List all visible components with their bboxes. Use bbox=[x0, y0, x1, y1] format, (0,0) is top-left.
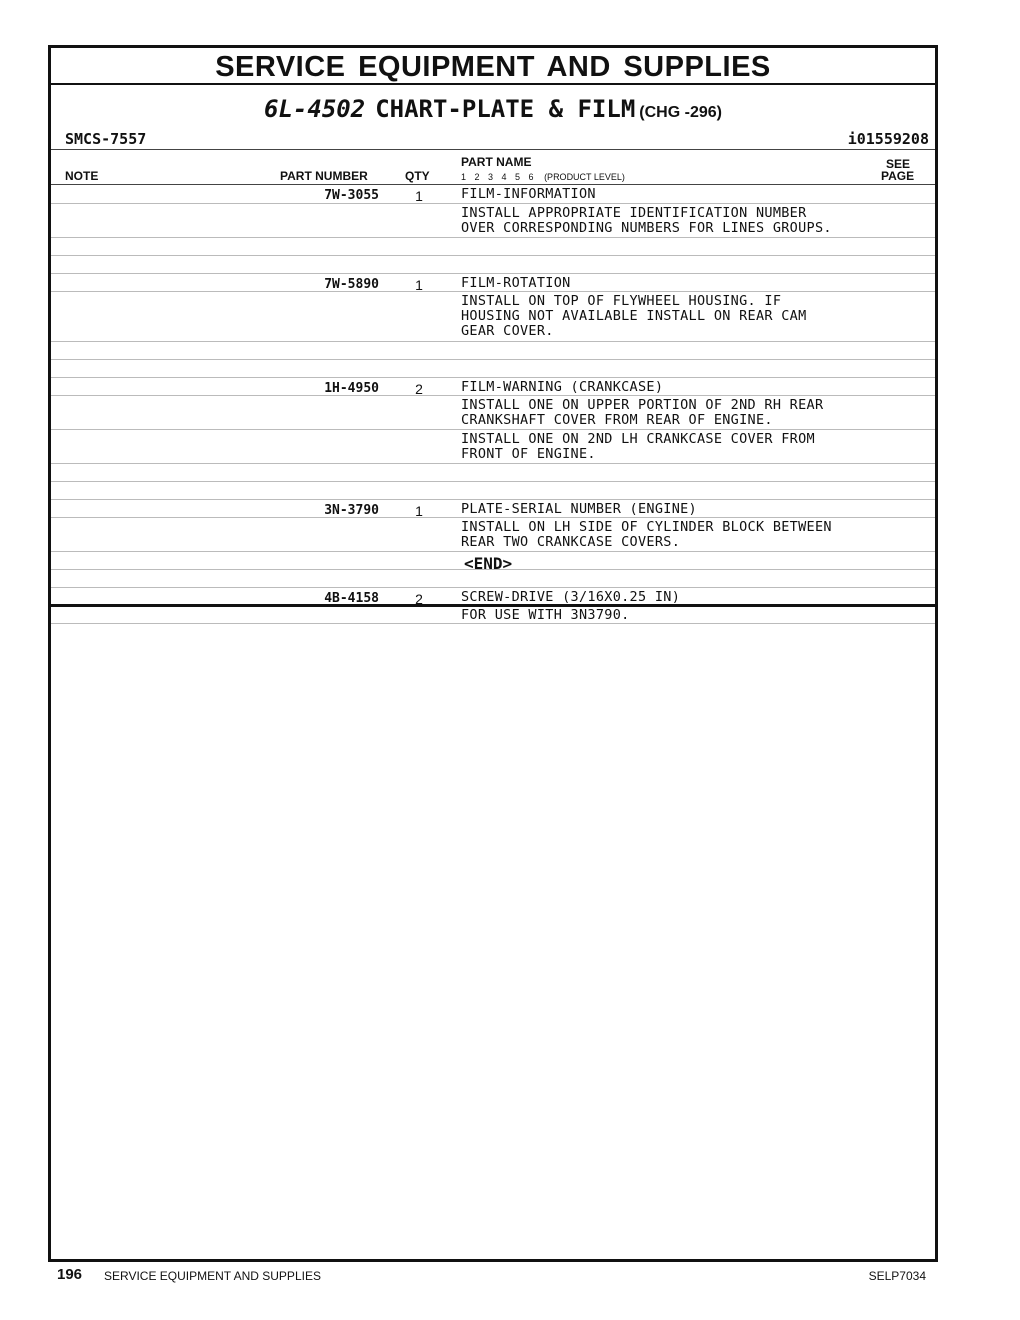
part-note: INSTALL APPROPRIATE IDENTIFICATION NUMBER OVER CORRESPONDING NUMBERS FOR LINES GROUPS. bbox=[461, 205, 832, 236]
part-note: FOR USE WITH 3N3790. bbox=[461, 607, 630, 623]
part-qty: 1 bbox=[415, 188, 423, 204]
part-note: INSTALL ON TOP OF FLYWHEEL HOUSING. IF HOUSING NOT AVAILABLE INSTALL ON REAR CAM GEAR COVER. bbox=[461, 293, 807, 339]
product-level-numbers: 1 2 3 4 5 6 bbox=[461, 172, 534, 182]
part-note: INSTALL ON LH SIDE OF CYLINDER BLOCK BETWEEN REAR TWO CRANKCASE COVERS. bbox=[461, 519, 832, 550]
part-name: PLATE-SERIAL NUMBER (ENGINE) bbox=[461, 501, 697, 517]
smcs-code: SMCS-7557 bbox=[65, 130, 147, 148]
part-number: 7W-5890 bbox=[324, 277, 379, 292]
illustration-id: i01559208 bbox=[847, 130, 929, 148]
part-note: INSTALL ONE ON 2ND LH CRANKCASE COVER FROM FRONT OF ENGINE. bbox=[461, 431, 815, 462]
footer-section: SERVICE EQUIPMENT AND SUPPLIES bbox=[104, 1269, 321, 1283]
page-title: SERVICE EQUIPMENT AND SUPPLIES bbox=[51, 48, 935, 85]
spacer-row bbox=[51, 482, 935, 500]
table-row bbox=[51, 185, 935, 204]
group-number: 6L-4502 bbox=[264, 95, 366, 123]
part-name: FILM-INFORMATION bbox=[461, 186, 596, 202]
part-qty: 1 bbox=[415, 503, 423, 519]
col-part-name: PART NAME bbox=[461, 155, 532, 169]
spacer-row bbox=[51, 342, 935, 360]
end-marker: <END> bbox=[464, 554, 513, 573]
spacer-row bbox=[51, 360, 935, 378]
page-frame bbox=[48, 45, 938, 1262]
note-row bbox=[51, 606, 935, 624]
part-qty: 1 bbox=[415, 277, 423, 293]
group-heading bbox=[51, 94, 935, 128]
table-row bbox=[51, 274, 935, 292]
header-divider bbox=[51, 149, 935, 150]
note-row bbox=[51, 518, 935, 552]
part-number: 4B-4158 bbox=[324, 591, 379, 606]
product-level-header bbox=[461, 172, 625, 182]
spacer-row bbox=[51, 464, 935, 482]
col-page: PAGE bbox=[881, 169, 915, 183]
group-name: CHART-PLATE & FILM bbox=[375, 95, 636, 123]
col-qty: QTY bbox=[405, 169, 430, 183]
note-row bbox=[51, 396, 935, 430]
product-level-label: (PRODUCT LEVEL) bbox=[544, 172, 625, 182]
change-level: (CHG -296) bbox=[639, 104, 722, 121]
spacer-row bbox=[51, 238, 935, 256]
part-note: INSTALL ONE ON UPPER PORTION OF 2ND RH REAR CRANKSHAFT COVER FROM REAR OF ENGINE. bbox=[461, 397, 824, 428]
table-row bbox=[51, 378, 935, 396]
part-number: 1H-4950 bbox=[324, 381, 379, 396]
col-see: SEE bbox=[886, 157, 911, 171]
table-row bbox=[51, 500, 935, 518]
part-number: 3N-3790 bbox=[324, 503, 379, 518]
part-qty: 2 bbox=[415, 591, 423, 607]
note-row bbox=[51, 430, 935, 464]
note-row bbox=[51, 292, 935, 342]
part-name: FILM-ROTATION bbox=[461, 275, 571, 291]
spacer-row bbox=[51, 256, 935, 274]
table-bottom-rule bbox=[51, 604, 935, 607]
part-qty: 2 bbox=[415, 381, 423, 397]
part-name: SCREW-DRIVE (3/16X0.25 IN) bbox=[461, 589, 681, 605]
publication-number: SELP7034 bbox=[868, 1269, 926, 1283]
col-note: NOTE bbox=[65, 169, 99, 183]
part-name: FILM-WARNING (CRANKCASE) bbox=[461, 379, 664, 395]
part-number: 7W-3055 bbox=[324, 188, 379, 203]
col-part-number: PART NUMBER bbox=[280, 169, 368, 183]
note-row bbox=[51, 204, 935, 238]
page-number: 196 bbox=[57, 1266, 83, 1283]
